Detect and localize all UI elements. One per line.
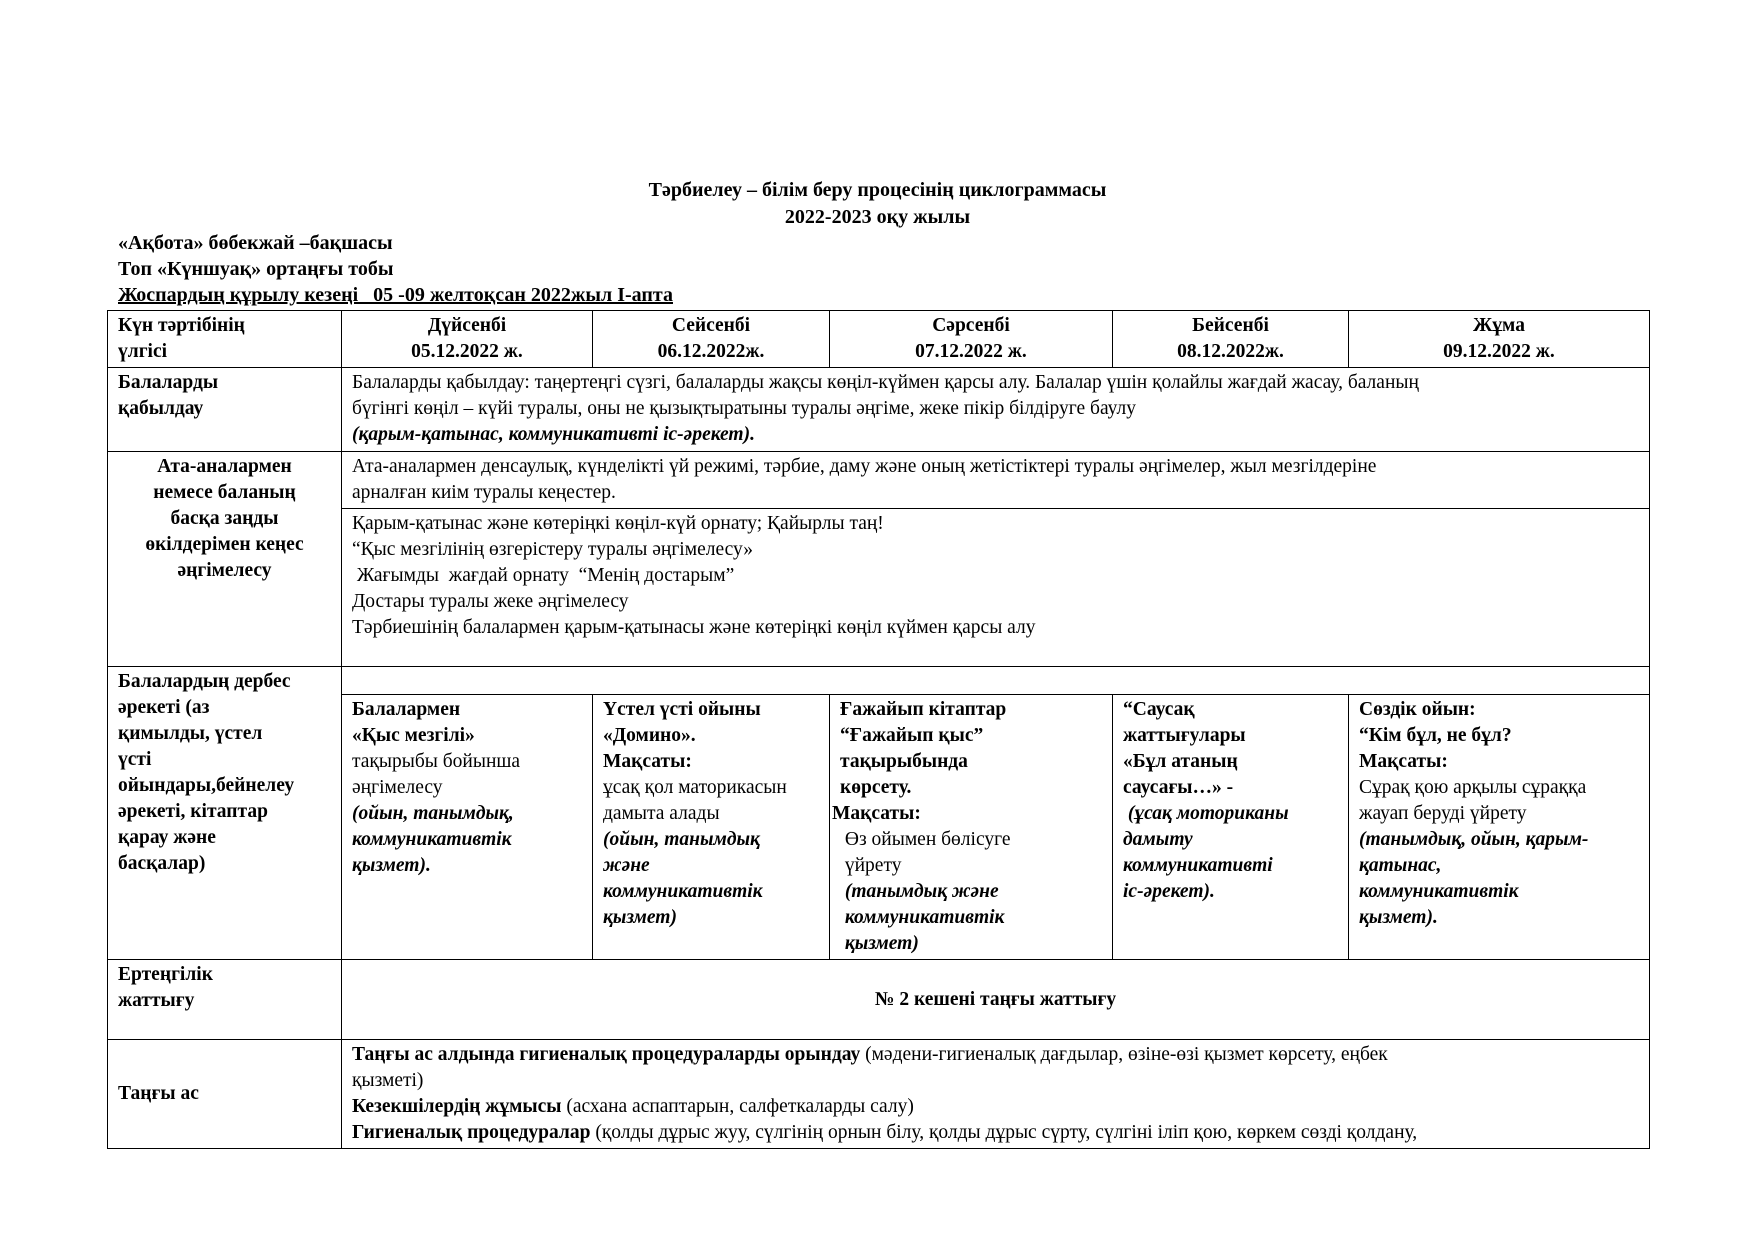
activity-text: Сұрақ қою арқылы сұраққа	[1359, 777, 1587, 798]
activity-title: Балалармен	[352, 699, 461, 720]
parents-line: Жағымды жағдай орнату “Менің достарым”	[352, 565, 735, 586]
activity-goal-label: Мақсаты:	[1359, 751, 1448, 772]
activity-text: Өз ойымен бөлісуге	[840, 829, 1011, 850]
independent-thursday	[1113, 695, 1349, 960]
schedule-header-cell	[108, 311, 342, 368]
hygiene-procedures-title: Гигиеналық процедуралар	[352, 1122, 591, 1143]
independent-label-line: Балалардың дербес	[118, 671, 291, 692]
parents-text: Ата-аналармен денсаулық, күнделікті үй режимі, тәрбие, даму және оның жетістіктері туралы әңгімелер, жыл мезгілдеріне	[352, 456, 1377, 477]
independent-label	[108, 667, 342, 960]
reception-label-line: қабылдау	[118, 398, 204, 419]
activity-title: “Ғажайып қыс”	[840, 725, 984, 746]
exercise-content: № 2 кешені таңғы жаттығу	[342, 960, 1650, 1040]
breakfast-hygiene-text: (мәдени-гигиеналық дағдылар, өзіне-өзі қызмет көрсету, еңбек	[860, 1044, 1388, 1065]
activity-text: үйрету	[840, 855, 902, 876]
activity-note: коммуникативті	[1123, 855, 1273, 876]
day-name: Жұма	[1473, 315, 1525, 336]
day-name: Сейсенбі	[671, 315, 751, 336]
duty-work-text: (асхана аспаптарын, салфеткаларды салу)	[561, 1096, 914, 1117]
day-date: 09.12.2022 ж.	[1443, 341, 1555, 362]
activity-note: (ойын, танымдық,	[352, 803, 514, 824]
breakfast-label: Таңғы ас	[108, 1040, 342, 1149]
activity-title: Ғажайып кітаптар	[840, 699, 1007, 720]
activity-note: (ұсақ моториканы	[1123, 803, 1289, 824]
activity-title: «Домино».	[603, 725, 696, 746]
activity-note: іс-әрекет).	[1123, 881, 1215, 902]
breakfast-content	[342, 1040, 1650, 1149]
breakfast-line	[352, 1120, 1639, 1146]
activity-note: коммуникативтік	[603, 881, 763, 902]
independent-label-line: әрекеті, кітаптар	[118, 801, 268, 822]
reception-label	[108, 368, 342, 452]
activity-title: “Кім бұл, не бұл?	[1359, 725, 1512, 746]
parents-text: арналған киім туралы кеңестер.	[352, 482, 616, 503]
group-name: Топ «Күншуақ» ортаңғы тобы	[118, 258, 394, 280]
activity-text: дамыта алады	[603, 803, 720, 824]
reception-text: Балаларды қабылдау: таңертеңгі сүзгі, балаларды жақсы көңіл-күймен қарсы алу. Балалар үшін қолайлы жағдай жасау, баланың	[352, 372, 1419, 393]
activity-goal-label: Мақсаты:	[832, 803, 921, 824]
cyclogram-table	[107, 310, 1650, 1149]
independent-label-line: басқалар)	[118, 853, 206, 874]
day-name: Сәрсенбі	[932, 315, 1010, 336]
activity-note: қызмет).	[1359, 907, 1438, 928]
activity-note: коммуникативтік	[840, 907, 1005, 928]
activity-title: Сөздік ойын:	[1359, 699, 1476, 720]
day-name: Бейсенбі	[1192, 315, 1269, 336]
day-header-monday	[342, 311, 593, 368]
breakfast-line	[352, 1094, 1639, 1120]
activity-text: жауап беруді үйрету	[1359, 803, 1527, 824]
activity-title: Үстел үсті ойыны	[603, 699, 761, 720]
independent-empty-cell	[342, 667, 1650, 695]
kindergarten-name: «Ақбота» бөбекжай –бақшасы	[118, 232, 393, 254]
breakfast-line: қызметі)	[352, 1070, 424, 1091]
day-header-wednesday	[830, 311, 1113, 368]
activity-note: (танымдық және	[840, 881, 999, 902]
exercise-row	[108, 960, 1650, 1040]
activity-note: (танымдық, ойын, қарым-	[1359, 829, 1589, 850]
activity-title: «Қыс мезгілі»	[352, 725, 475, 746]
parents-line: Қарым-қатынас және көтеріңкі көңіл-күй орнату; Қайырлы таң!	[352, 513, 884, 534]
parents-line: Достары туралы жеке әңгімелесу	[352, 591, 629, 612]
day-date: 08.12.2022ж.	[1177, 341, 1284, 362]
parents-label-line: әңгімелесу	[177, 560, 272, 581]
activity-note: дамыту	[1123, 829, 1193, 850]
independent-label-line: үсті	[118, 749, 152, 770]
independent-wednesday	[830, 695, 1113, 960]
breakfast-hygiene-title: Таңғы ас алдында гигиеналық процедураларды орындау	[352, 1044, 861, 1065]
parents-label-line: басқа заңды	[170, 508, 279, 529]
day-date: 06.12.2022ж.	[657, 341, 765, 362]
activity-text: әңгімелесу	[352, 777, 443, 798]
independent-friday	[1349, 695, 1650, 960]
hygiene-procedures-text: (қолды дұрыс жуу, сүлгінің орнын білу, қолды дұрыс сүрту, сүлгіні іліп қою, көркем сөзді қолдану,	[590, 1122, 1418, 1143]
parents-row-a	[108, 452, 1650, 509]
activity-text: тақырыбы бойынша	[352, 751, 521, 772]
activity-note: және	[603, 855, 650, 876]
independent-label-line: ойындары,бейнелеу	[118, 775, 295, 796]
activity-title: жаттығулары	[1123, 725, 1246, 746]
parents-label-line: өкілдерімен кеңес	[145, 534, 304, 555]
parents-label	[108, 452, 342, 667]
parents-consultation	[342, 452, 1650, 509]
activity-goal-label: Мақсаты:	[603, 751, 692, 772]
activity-title: “Саусақ	[1123, 699, 1195, 720]
parents-label-line: немесе баланың	[153, 482, 296, 503]
day-header-friday	[1349, 311, 1650, 368]
activity-note: коммуникативтік	[1359, 881, 1519, 902]
day-name: Дүйсенбі	[427, 315, 507, 336]
activity-note: коммуникативтік	[352, 829, 512, 850]
exercise-label-line: жаттығу	[118, 990, 195, 1011]
independent-label-line: қимылды, үстел	[118, 723, 263, 744]
activity-title: көрсету.	[840, 777, 912, 798]
day-header-thursday	[1113, 311, 1349, 368]
independent-label-line: қарау және	[118, 827, 216, 848]
activity-note: қатынас,	[1359, 855, 1442, 876]
document-title: Тәрбиелеу – білім беру процесінің циклограммасы	[648, 179, 1107, 201]
day-date: 07.12.2022 ж.	[915, 341, 1027, 362]
activity-title: «Бұл атаның	[1123, 751, 1238, 772]
activity-note: (ойын, танымдық	[603, 829, 760, 850]
parents-line: Тәрбиешінің балалармен қарым-қатынасы және көтеріңкі көңіл күймен қарсы алу	[352, 617, 1036, 638]
independent-tuesday	[593, 695, 830, 960]
schedule-header-line: Күн тәртібінің	[118, 315, 245, 336]
independent-label-line: әрекеті (аз	[118, 697, 210, 718]
activity-text: ұсақ қол маторикасын	[603, 777, 787, 798]
exercise-label-line: Ертеңгілік	[118, 964, 213, 985]
breakfast-row	[108, 1040, 1650, 1149]
activity-note: қызмет)	[840, 933, 919, 954]
parents-label-line: Ата-аналармен	[157, 456, 292, 477]
breakfast-line	[352, 1042, 1639, 1068]
activity-title: саусағы…» -	[1123, 777, 1234, 798]
parents-line: “Қыс мезгілінің өзгерістеру туралы әңгімелесу»	[352, 539, 753, 560]
reception-content	[342, 368, 1650, 452]
document-subtitle: 2022-2023 оқу жылы	[784, 206, 971, 228]
day-header-tuesday	[593, 311, 830, 368]
reception-label-line: Балаларды	[118, 372, 219, 393]
day-date: 05.12.2022 ж.	[411, 341, 523, 362]
exercise-label	[108, 960, 342, 1040]
duty-work-title: Кезекшілердің жұмысы	[352, 1096, 562, 1117]
independent-row-a	[108, 667, 1650, 695]
activity-note: қызмет)	[603, 907, 677, 928]
activity-note: қызмет).	[352, 855, 431, 876]
independent-monday	[342, 695, 593, 960]
reception-row	[108, 368, 1650, 452]
reception-text: бүгінгі көңіл – күйі туралы, оны не қызықтыратыны туралы әңгіме, жеке пікір білдіруге баулу	[352, 398, 1136, 419]
plan-period: Жоспардың құрылу кезеңі _05 -09 желтоқсан 2022жыл І-апта	[118, 284, 673, 306]
activity-title: тақырыбында	[840, 751, 968, 772]
schedule-header-line: үлгісі	[118, 341, 168, 362]
parents-activities	[342, 509, 1650, 667]
reception-note: (қарым-қатынас, коммуникативті іс-әрекет).	[352, 424, 755, 445]
table-header-row	[108, 311, 1650, 368]
